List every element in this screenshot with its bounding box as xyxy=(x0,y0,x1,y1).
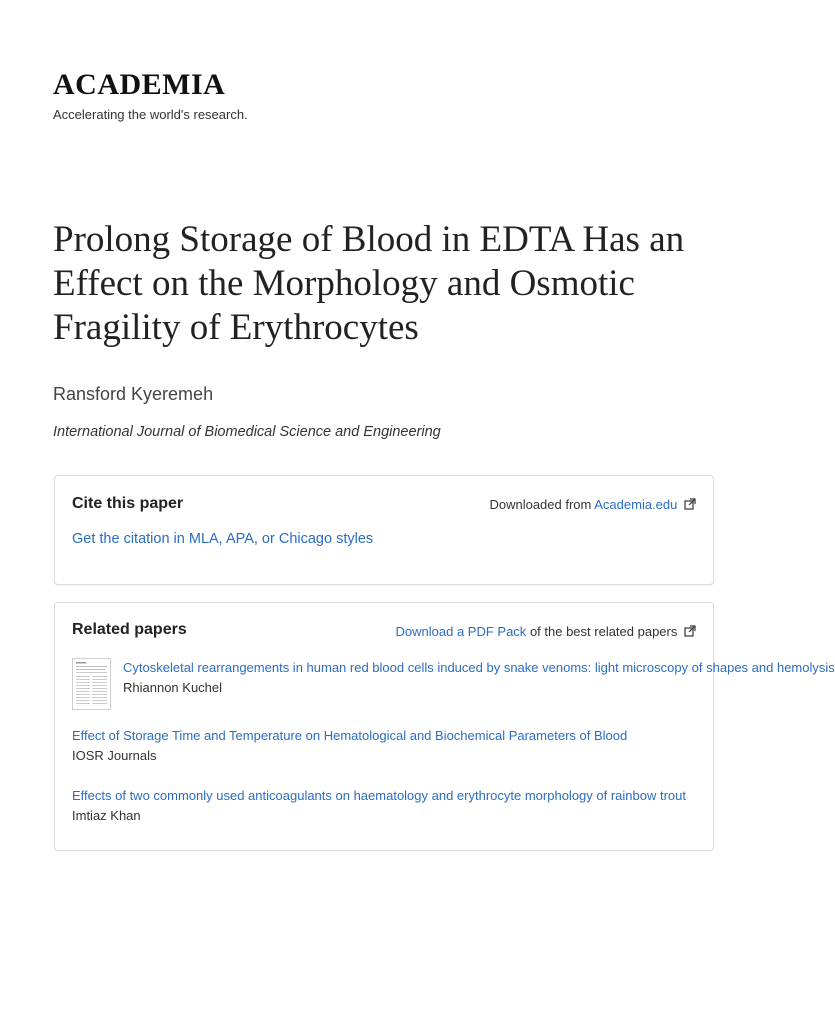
related-paper-item xyxy=(72,728,697,763)
related-paper-item xyxy=(72,788,697,823)
tagline: Accelerating the world's research. xyxy=(53,107,248,122)
related-paper-author: IOSR Journals xyxy=(72,748,157,763)
downloaded-prefix: Downloaded from xyxy=(489,497,595,512)
related-heading: Related papers xyxy=(72,621,187,638)
pdf-pack-suffix: of the best related papers xyxy=(529,624,678,639)
downloaded-from xyxy=(489,497,696,512)
related-papers-card xyxy=(54,602,835,851)
cite-card xyxy=(54,475,714,585)
paper-title: Prolong Storage of Blood in EDTA Has an Effect on the Morphology and Osmotic Fragility of Erythrocytes xyxy=(53,219,685,348)
document-thumbnail[interactable] xyxy=(72,658,111,710)
academia-logo[interactable]: ACADEMIA xyxy=(53,68,226,101)
academia-edu-link[interactable]: Academia.edu xyxy=(594,497,678,512)
paper-journal: International Journal of Biomedical Science and Engineering xyxy=(53,424,441,440)
pdf-pack-note xyxy=(396,624,696,639)
cite-heading: Cite this paper xyxy=(72,495,184,512)
get-citation-link[interactable]: Get the citation in MLA, APA, or Chicago styles xyxy=(72,531,374,547)
related-paper-author: Imtiaz Khan xyxy=(72,808,141,823)
download-pdf-pack-link[interactable]: Download a PDF Pack xyxy=(395,624,527,639)
paper-author: Ransford Kyeremeh xyxy=(53,384,214,404)
external-link-icon[interactable] xyxy=(684,498,696,510)
related-paper-title-link[interactable]: Cytoskeletal rearrangements in human red blood cells induced by snake venoms: light microscopy of shapes and hemolysis xyxy=(123,660,835,675)
related-paper-author: Rhiannon Kuchel xyxy=(123,680,223,695)
related-paper-title-link[interactable]: Effects of two commonly used anticoagulants on haematology and erythrocyte morphology of rainbow trout xyxy=(72,788,686,803)
related-paper-title-link[interactable]: Effect of Storage Time and Temperature on Hematological and Biochemical Parameters of Blood xyxy=(72,728,628,743)
external-link-icon[interactable] xyxy=(684,625,696,637)
